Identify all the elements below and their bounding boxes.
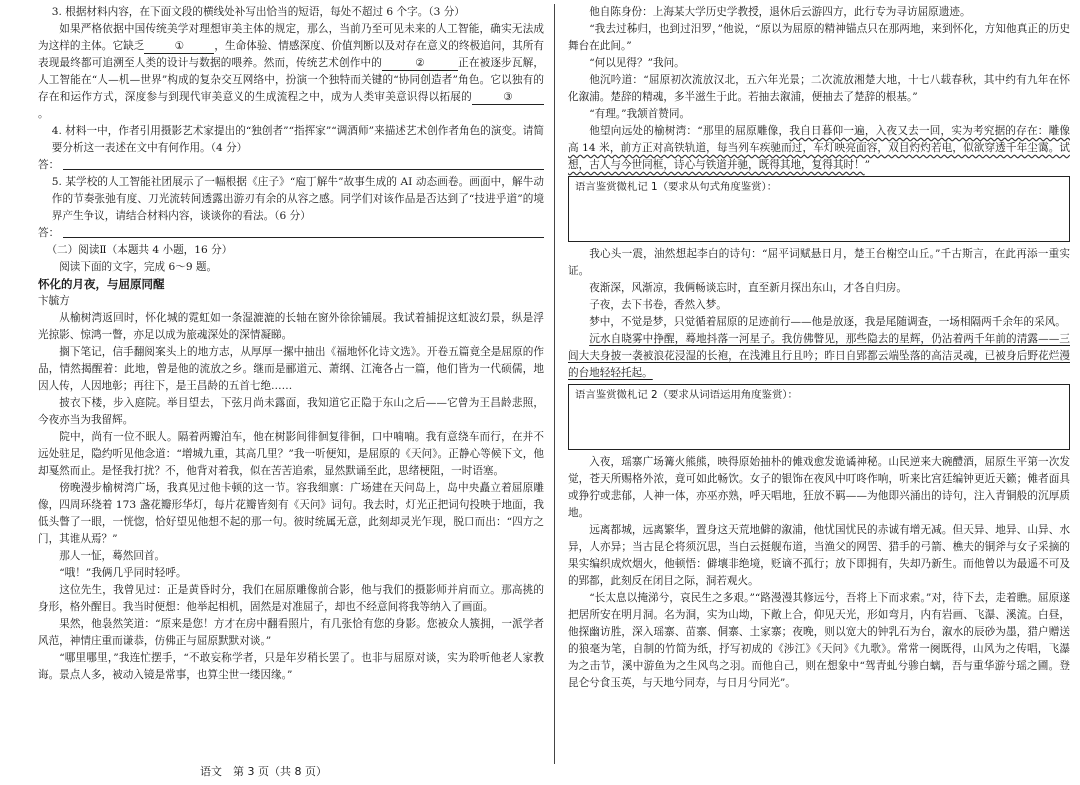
q3-text-1: 如果严格依据中国传统美学对理想审美主体的规定，那么，当前乃至可见未来的人工智能，确实无法成为这样的主体。它缺乏 [38,23,544,52]
q3-text-3: 正在被逐步瓦解，人工智能在“人—机—世界”构成的复杂交互网络中，扮演一个独特而关键的“协同创造者”角色。它以独有的存在和运作方式，深度参与到现代审美意义的生成流程之中，成为人类审美意识得以拓展的 [38,57,544,103]
instruction: 阅读下面的文字，完成 6～9 题。 [59,261,218,273]
paragraph: 这位先生，我曾见过：正是黄昏时分，我们在屈原雕像前合影，他与我们的摄影师并肩而立。那高挑的身形，格外醒目。我当时便想：他举起相机，固然是对准屈子，却也不经意间将我等纳入了画面。 [38,584,544,613]
paragraph: 他自陈身份：上海某大学历史学教授，退休后云游四方，此行专为寻访屈原遗迹。 [589,6,971,18]
answer-label: 答： [38,227,60,239]
text: ” [864,159,871,171]
left-column [38,4,544,684]
answer-line-5[interactable] [38,225,544,242]
text: 他望向远处的榆树湾：“那里的屈原雕像， [589,125,790,137]
answer-label: 答： [38,159,60,171]
paragraph: 从榆树湾返回时，怀化城的霓虹如一条湿漉漉的长轴在窗外徐徐铺展。我试着捕捉这虹波幻景，纵是浮光掠影、惊鸿一瞥，亦足以成为旅魂深处的深情凝睇。 [38,312,544,341]
question-5-stem: 5. 某学校的人工智能社团展示了一幅根据《庄子》“庖丁解牛”故事生成的 AI 动态画卷。画面中，解牛动作的节奏张弛有度、刀光流转间透露出游刃有余的从容之感。同学们对该作品是否达到了“技进乎道”的境界产生争议，请结合材料内容，谈谈你的看法。（6 分） [51,176,544,222]
paragraph: 入夜，瑶寨广场篝火熊熊，映得原始抽朴的傩戏愈发诡谲神秘。山民逆来大碗醴酒，屈原生平第一次发觉，苍天所赐格外浓，竟可如此畅饮。女子的银饰在夜风中叮咚作响，听来比宫廷编钟更近天籁；傩者面具或狰狞或悲郁，人神一体，亦巫亦熟，呼天唱地，狂放不羁——为他即兴涌出的诗句，注入青铜般的沉厚质地。 [568,456,1070,519]
paragraph: “哦！”我俩几乎同时轻呼。 [59,567,187,579]
blank-1[interactable]: ① [144,39,214,54]
paragraph: 那人一怔，蓦然回首。 [59,550,166,562]
note-box-2[interactable] [568,384,1070,450]
paragraph: 夜渐深，风渐凉，我俩畅谈忘时，直至新月探出东山，才各自归房。 [589,282,907,294]
paragraph: 子夜，去下书卷，香然入梦。 [589,299,727,311]
paragraph: “有理。”我颔首赞同。 [589,108,691,120]
paragraph: 梦中，不觉是梦，只觉循着屈原的足迹前行——他是放逐，我是尾随调查，一场相隔两千余年的采风。 [589,316,1066,328]
paragraph: 傍晚漫步榆树湾广场，我真见过他卡顿的这一节。容我细禀：广场建在天问岛上，岛中央矗立着屈原雕像，四周环绕着 173 盏花瓣形华灯，每片花瓣皆刻有《天问》词句。我去时，灯光正把词句投映于地面，我低头瞥了一眼，一恍惚，恰好望见他想不起的那一句。彼时统属无意，此刻却灵光乍现，脱口而出：“四方之门，其谁从焉？” [38,482,544,545]
question-3-passage [38,21,544,123]
section-heading: （二）阅读Ⅱ（本题共 4 小题，16 分） [46,244,233,256]
article-title: 怀化的月夜，与屈原同醒 [38,277,165,291]
paragraph: “哪里哪里，”我连忙摆手，“不敢妄称学者，只是年岁稍长罢了。也非与屈原对谈，实为聆听他老人家教诲。景点人多，被动入镜是常事，也算尘世一缕因缘。” [38,652,544,681]
blank-2[interactable]: ② [382,56,458,71]
question-4-stem: 4. 材料一中，作者引用摄影艺术家提出的“独创者”“指挥家”“调酒师”来描述艺术创作者角色的演变。请简要分析这一表述在文中有何作用。（4 分） [51,125,544,154]
paragraph: “我去过秭归，也到过汨罗，”他说，“原以为屈原的精神锚点只在那两地，来到怀化，方知他真正的历史舞台在此间。” [568,23,1070,52]
right-column [568,4,1070,692]
paragraph: 果然，他袅然笑道：“原来是您！方才在房中翻看照片，有几张恰有您的身影。您被众人簇拥，一派学者风范，神情庄重而谦恭，仿佛正与屈原默默对谈。” [38,618,544,647]
note-box-1[interactable] [568,176,1070,242]
column-divider [554,4,555,764]
question-3-stem: 3. 根据材料内容，在下面文段的横线处补写出恰当的短语，每处不超过 6 个字。（3 分） [51,6,465,18]
blank-3[interactable]: ③ [472,90,544,105]
note-box-2-label: 语言鉴赏微札记 2（要求从词语运用角度鉴赏）： [575,389,798,401]
answer-line-4[interactable] [38,157,544,174]
q3-text-2: ，生命体验、情感深度、价值判断以及对存在意义的终极追问，其所有表现最终都可追溯至人类的设计与数据的喂养。然而，传统艺术创作中的 [38,40,544,69]
paragraph: 搁下笔记，信手翻阅案头上的地方志，从厚厚一摞中抽出《福地怀化诗文选》。开卷五篇竟全是屈原的作品，情然揭醒着：此地，曾是他的流放之乡。继而是郦道元、萧纲、江淹各占一篇，他们皆为一代硕儒，地因人传，人因地彰；再往下，是王昌龄的五首七绝…… [38,346,544,392]
paragraph: “何以见得？”我问。 [589,57,685,69]
paragraph: 我心头一震，油然想起李白的诗句：“屈平词赋悬日月，楚王台榭空山丘。”千古斯言，在此再添一重实证。 [568,248,1070,277]
note-box-1-label: 语言鉴赏微札记 1（要求从句式角度鉴赏）： [575,181,778,193]
wavy-underlined-text: 我自日暮仰一遍，入夜又去一回，实为考究据的存在：雕像高 14 米，前方正对高铁轨道，每当列车疾驰而过，车灯映亮面容，双目灼灼若电，似欲穿透千年尘霭。试想，古人与今世同框，诗心与铁道并驰，既得其地，复得其时！ [568,125,1070,171]
paragraph: 他沉吟道：“屈原初次流放汉北，五六年光景；二次流放湘楚大地，十七八载春秋，其中约有九年在怀化溆浦。楚辞的精魂，多半滋生于此。若抽去溆浦，便抽去了楚辞的根基。” [568,74,1070,103]
q3-text-end: 。 [38,108,49,120]
paragraph-underlined [568,331,1070,382]
paragraph: 远离都城，远离繁华，置身这天荒地僻的溆浦，他忧国忧民的赤诚有增无减。但天异、地异、山异、水异，人亦异；当古昆仑将须沉思，当白云挺舰布道，当渔父的网罟、猎手的弓箭、樵夫的铜斧与女子采摘的果实编织成炊烟火，他顿悟：僻壤非绝境，贬谪不孤行；放下即拥有，失却乃新生。而他曾以为最遥不可及的郢都，此刻反在闭目之际，洞若观火。 [568,524,1070,587]
paragraph: “长太息以掩涕兮，哀民生之多艰。”“路漫漫其修远兮，吾将上下而求索。”对，待下去，走着瞧。屈原遂把居所安在明月洞。名为洞，实为山坳，下敞上合，仰见天光，形如弯月，内有岩画、飞瀑、溪流。白昼，他探幽访胜，深入瑶寨、苗寨、侗寨、土家寨；夜晚，则以宽大的钟乳石为台，溆水的辰砂为墨，猎户赠送的狼毫为笔，自制的竹简为纸，抒写初成的《涉江》《天问》《九歌》。常常一阕既得，山风为之传唱，飞瀑为之击节，溪中游鱼为之生风鸟之羽。而他自己，则在想象中“驾青虬兮骖白螭，吾与重华游兮瑶之圃。登昆仑兮食玉英，与天地兮同寿，与日月兮同光”。 [568,592,1070,689]
article-author: 卞毓方 [38,295,70,307]
underlined-text: 沅水自晓雾中挣醒，蓦地抖落一河星子。我仿佛瞥见，那些隐去的星辉，仍沾着两千年前的清露——三闾大夫身披一袭被浪花浸湿的长袍，在浅滩且行且吟；昨日自郢都云端坠落的高洁灵魂，已被身后野花烂漫的台地轻轻托起。 [568,333,1070,379]
page-footer: 语文 第 3 页（共 8 页） [200,765,327,778]
paragraph-wavy [568,123,1070,174]
paragraph: 院中，尚有一位不眠人。隔着两瓣泊车，他在树影间徘徊复徘徊，口中喃喃。我有意绕车而行，在并不远处驻足，隐约听见他念道：“增城九重，其高几里？”我一听便知，是屈原的《天问》。正静心等候下文，他却戛然而止。是怪我打扰？不，他背对着我，似在苦苦追索，显然默诵至此，思绪梗阻，一时语塞。 [38,431,544,477]
paragraph: 披衣下楼，步入庭院。举目望去，下弦月尚未露面，我知道它正隐于东山之后——它曾为王昌龄悲照，今夜亦当为我留辉。 [38,397,544,426]
